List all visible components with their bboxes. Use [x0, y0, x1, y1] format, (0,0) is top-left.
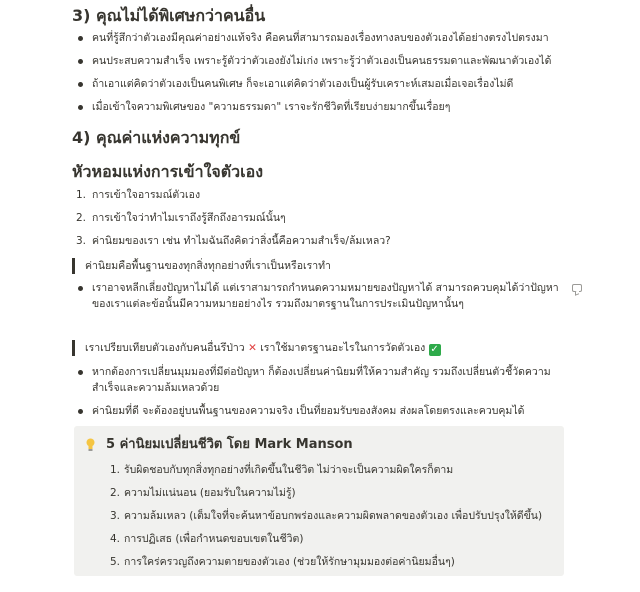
list-item: [106, 531, 556, 547]
section-4-heading: 4) คุณค่าแห่งความทุกข์: [72, 128, 241, 147]
item-text: ค่านิยมของเรา เช่น ทำไมฉันถึงคิดว่าสิ่งนี้คือความสำเร็จ/ล้มเหลว?: [92, 235, 391, 247]
item-number: 4.: [110, 533, 121, 545]
item-text: การปฏิเสธ (เพื่อกำหนดขอบเขตในชีวิต): [124, 533, 304, 545]
quote-text: เราใช้มาตรฐานอะไรในการวัดตัวเอง: [260, 342, 426, 354]
lightbulb-icon: [86, 438, 95, 452]
item-number: 3.: [110, 510, 121, 522]
list-item: [72, 210, 572, 226]
quote-values: ค่านิยมคือพื้นฐานของทุกสิ่งทุกอย่างที่เราเป็นหรือเราทำ: [72, 258, 585, 274]
item-number: 2.: [76, 212, 87, 224]
list-item: [72, 187, 572, 203]
item-number: 5.: [110, 556, 121, 568]
list-item: [106, 462, 556, 478]
values-bullet-list: [72, 364, 572, 426]
list-item: [106, 508, 556, 524]
item-number: 3.: [76, 235, 87, 247]
callout-numbered-list: [106, 462, 556, 577]
list-item: เราอาจหลีกเลี่ยงปัญหาไม่ได้ แต่เราสามารถกำหนดความหมายของปัญหาได้ สามารถควบคุมได้ว่าปัญหาของเราแต่ละข้อนั้นมีความหมายอย่างไร รวมถึงมาตรฐานในการประเมินปัญหานั้นๆ: [72, 280, 572, 312]
quote-comparison: [72, 340, 585, 356]
item-text: การเข้าใจว่าทำไมเราถึงรู้สึกถึงอารมณ์นั้นๆ: [92, 212, 286, 224]
list-item: [72, 233, 572, 249]
list-item: [106, 485, 556, 501]
list-item: คนที่รู้สึกว่าตัวเองมีคุณค่าอย่างแท้จริง คือคนที่สามารถมองเรื่องทางลบของตัวเองได้อย่างตรงไปตรงมา: [72, 30, 572, 46]
item-text: ความไม่แน่นอน (ยอมรับในความไม่รู้): [124, 487, 296, 499]
topic-heading: หัวหอมแห่งการเข้าใจตัวเอง: [72, 162, 264, 181]
item-number: 1.: [110, 464, 121, 476]
comment-icon[interactable]: [572, 284, 582, 292]
list-item: หากต้องการเปลี่ยนมุมมองที่มีต่อปัญหา ก็ต้องเปลี่ยนค่านิยมที่ให้ความสำคัญ รวมถึงเปลี่ยนตัวชี้วัดความสำเร็จและความล้มเหลวด้วย: [72, 364, 572, 396]
item-text: การใคร่ครวญถึงความตายของตัวเอง (ช่วยให้รักษามุมมองต่อค่านิยมอื่นๆ): [124, 556, 455, 568]
section-3-heading: 3) คุณไม่ได้พิเศษกว่าคนอื่น: [72, 6, 266, 25]
item-text: การเข้าใจอารมณ์ตัวเอง: [92, 189, 201, 201]
cross-mark-icon: ✕: [248, 342, 257, 354]
list-item: เมื่อเข้าใจความพิเศษของ "ความธรรมดา" เราจะรักชีวิตที่เรียบง่ายมากขึ้นเรื่อยๆ: [72, 99, 572, 115]
item-text: ความล้มเหลว (เต็มใจที่จะค้นหาข้อบกพร่องและความผิดพลาดของตัวเอง เพื่อปรับปรุงให้ดีขึ้น): [124, 510, 543, 522]
callout-title: 5 ค่านิยมเปลี่ยนชีวิต โดย Mark Manson: [106, 437, 353, 452]
item-text: รับผิดชอบกับทุกสิ่งทุกอย่างที่เกิดขึ้นในชีวิต ไม่ว่าจะเป็นความผิดใครก็ตาม: [124, 464, 454, 476]
list-item: [106, 554, 556, 570]
list-item: คนประสบความสำเร็จ เพราะรู้ตัวว่าตัวเองยังไม่เก่ง เพราะรู้ว่าตัวเองเป็นคนธรรมดาและพัฒนาตัวเองได้: [72, 53, 572, 69]
item-number: 2.: [110, 487, 121, 499]
topic-numbered-list: [72, 187, 572, 256]
problem-bullet-list: [72, 280, 572, 319]
list-item: ค่านิยมที่ดี จะต้องอยู่บนพื้นฐานของความจริง เป็นที่ยอมรับของสังคม ส่งผลโดยตรงและควบคุมได้: [72, 403, 572, 419]
item-number: 1.: [76, 189, 87, 201]
callout-box: [74, 426, 564, 576]
section-3-bullet-list: [72, 30, 572, 122]
check-mark-icon: ✓: [430, 344, 439, 355]
quote-text: เราเปรียบเทียบตัวเองกับคนอื่นรึป่าว: [85, 342, 245, 354]
list-item: ถ้าเอาแต่คิดว่าตัวเองเป็นคนพิเศษ ก็จะเอาแต่คิดว่าตัวเองเป็นผู้รับเคราะห์เสมอเมื่อเจอเรื่องไม่ดี: [72, 76, 572, 92]
